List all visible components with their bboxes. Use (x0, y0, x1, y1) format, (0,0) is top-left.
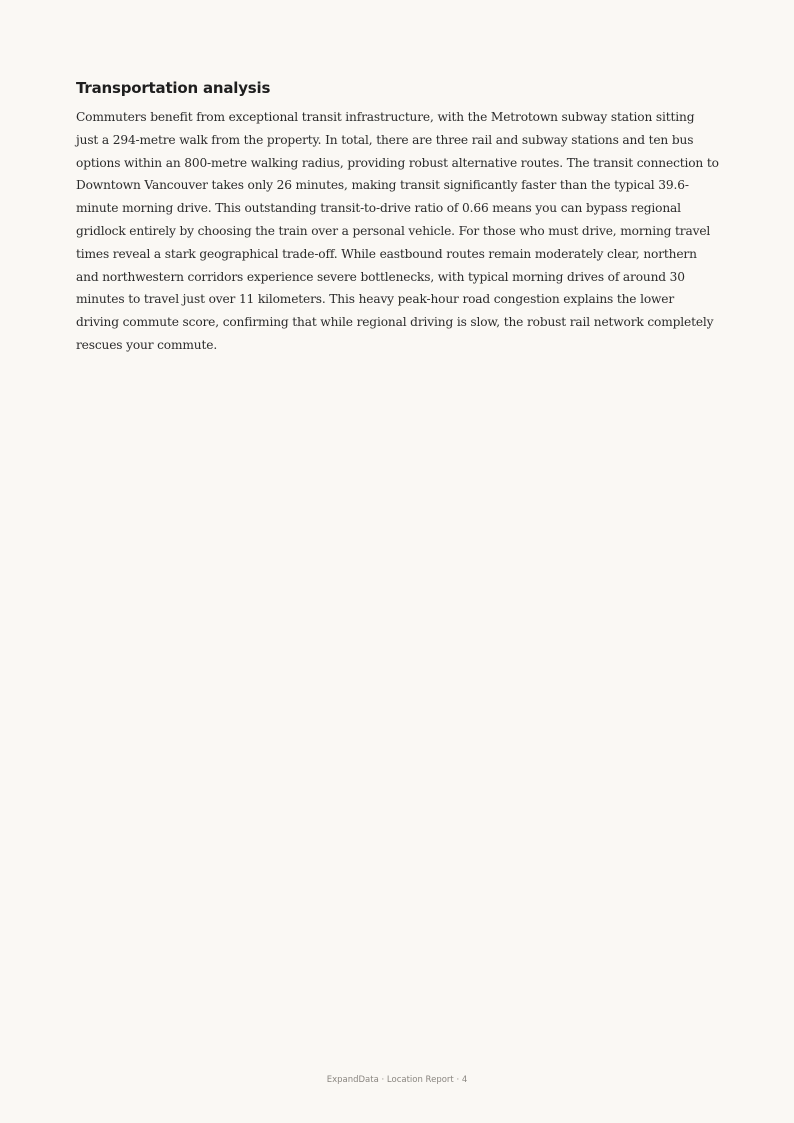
page-footer: ExpandData · Location Report · 4 (326, 1075, 468, 1085)
section-paragraph: Commuters benefit from exceptional transit infrastructure, with the Metrotown subway station sitting just a 294-metre walk from the property. In total, there are three rail and subway stations and ten bus options within an 800-metre walking radius, providing robust alternative routes. The transit connection to Downtown Vancouver takes only 26 minutes, making transit significantly faster than the typical 39.6-minute morning drive. This outstanding transit-to-drive ratio of 0.66 means you can bypass regional gridlock entirely by choosing the train over a personal vehicle. For those who must drive, morning travel times reveal a stark geographical trade-off. While eastbound routes remain moderately clear, northern and northwestern corridors experience severe bottlenecks, with typical morning drives of around 30 minutes to travel just over 11 kilometers. This heavy peak-hour road congestion explains the lower driving commute score, confirming that while regional driving is slow, the robust rail network completely rescues your commute. (76, 110, 719, 352)
section-title: Transportation analysis (76, 79, 271, 97)
transportation-section (76, 76, 720, 357)
